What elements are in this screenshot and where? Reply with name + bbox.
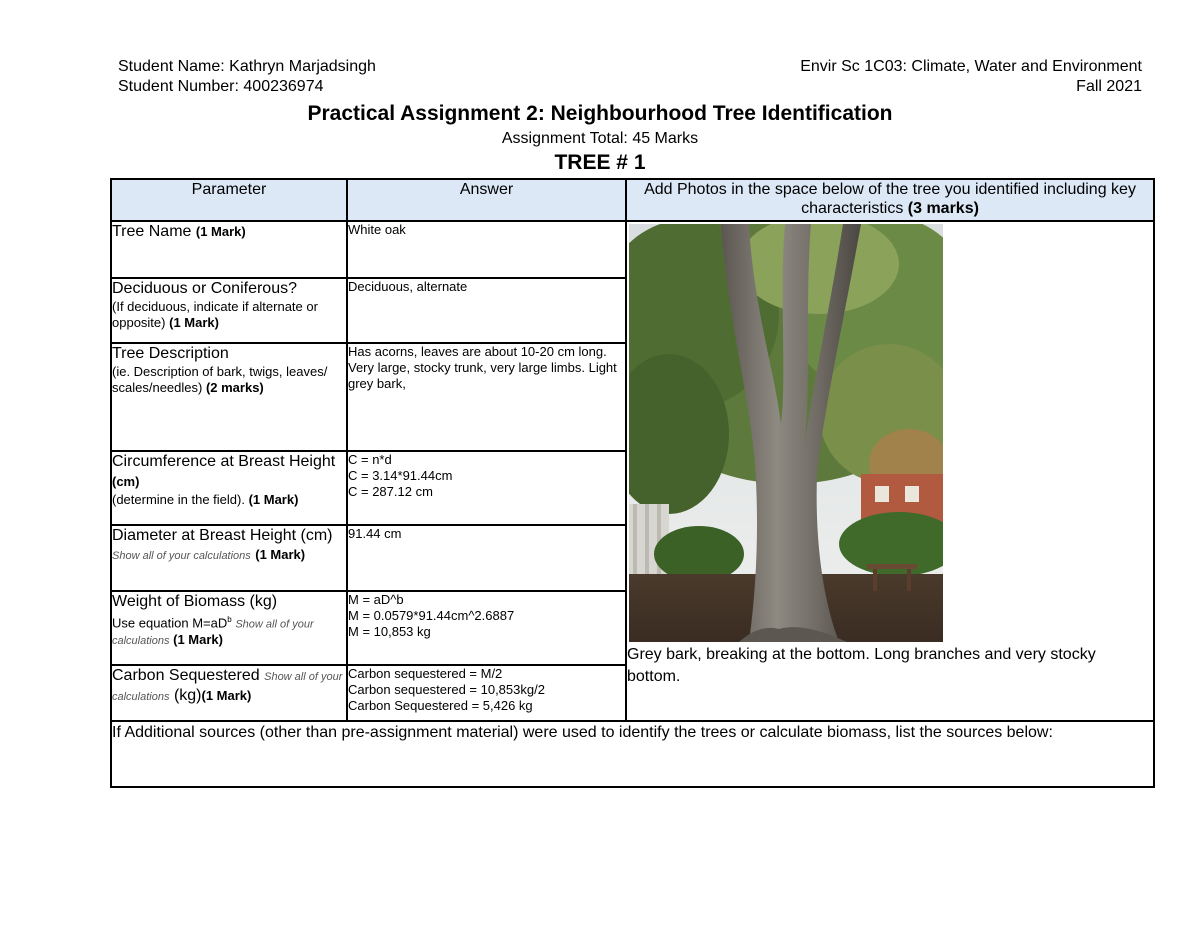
- param-tree-name: [111, 221, 347, 278]
- answer-diameter: [347, 525, 626, 591]
- answer-line: C = 287.12 cm: [348, 484, 433, 499]
- assignment-title: Practical Assignment 2: Neighbourhood Tree Identification: [307, 102, 893, 125]
- answer-line: Deciduous, alternate: [348, 279, 468, 294]
- tree-heading: TREE # 1: [554, 151, 646, 174]
- param-hint: Show all of your calculations: [112, 550, 251, 562]
- answer-biomass: [347, 591, 626, 665]
- answer-line: Carbon sequestered = M/2: [348, 666, 503, 681]
- course-name: Envir Sc 1C03: Climate, Water and Environment: [800, 58, 1142, 75]
- param-label: Diameter at Breast Height (cm): [112, 527, 333, 544]
- param-sub: [112, 299, 346, 331]
- param-label: Weight of Biomass (kg): [112, 593, 278, 610]
- param-sub-text: (If deciduous, indicate if alternate or opposite): [112, 299, 318, 330]
- param-sub-text: (determine in the field).: [112, 492, 245, 507]
- answer-line: White oak: [348, 222, 406, 237]
- sources-row: [111, 721, 1154, 787]
- param-hint: Show all of your calculations: [112, 618, 314, 648]
- param-label: Tree Name: [112, 223, 192, 240]
- answer-line: 91.44 cm: [348, 526, 402, 541]
- tree-table: [110, 178, 1155, 788]
- param-marks: (1 Mark): [169, 315, 219, 330]
- answer-deciduous: [347, 278, 626, 343]
- answer-line: M = 0.0579*91.44cm^2.6887: [348, 608, 515, 623]
- assignment-total: Assignment Total: 45 Marks: [501, 130, 699, 147]
- answer-line: Has acorns, leaves are about 10-20 cm long. Very large, stocky trunk, very large limbs. Light grey bark,: [348, 344, 617, 391]
- answer-tree-name: [347, 221, 626, 278]
- param-sub: [112, 612, 346, 649]
- param-sub: [112, 492, 346, 508]
- param-marks: (2 marks): [205, 380, 264, 395]
- photo-caption: Grey bark, breaking at the bottom. Long branches and very stocky bottom.: [627, 646, 1096, 685]
- param-carbon: [111, 665, 347, 721]
- param-label: Tree Description: [112, 345, 229, 362]
- student-info: [118, 57, 376, 97]
- answer-line: C = n*d: [348, 452, 392, 467]
- answer-circumference: [347, 451, 626, 525]
- param-marks: (1 Mark): [201, 688, 252, 703]
- param-sup: b: [227, 615, 232, 624]
- param-label-wrap: [112, 452, 346, 492]
- param-marks: (1 Mark): [255, 547, 306, 562]
- param-label: Carbon Sequestered: [112, 667, 260, 684]
- param-sub: [112, 364, 346, 396]
- param-label: Deciduous or Coniferous?: [112, 280, 297, 297]
- header-answer: Answer: [347, 179, 626, 221]
- header-parameter: Parameter: [111, 179, 347, 221]
- student-name: Student Name: Kathryn Marjadsingh: [118, 58, 376, 75]
- answer-description: [347, 343, 626, 451]
- student-number: Student Number: 400236974: [118, 78, 324, 95]
- table-row: [111, 221, 1154, 278]
- header-photos-marks: (3 marks): [907, 200, 979, 217]
- tree-photo: [629, 224, 943, 642]
- photo-cell: [626, 221, 1154, 721]
- param-unit: (kg): [173, 687, 202, 704]
- header-photos-text: Add Photos in the space below of the tree you identified including key characteristics: [644, 181, 1136, 217]
- param-marks: (1 Mark): [173, 632, 223, 648]
- param-marks: (1 Mark): [195, 224, 246, 239]
- sources-text: If Additional sources (other than pre-assignment material) were used to identify the trees or calculate biomass, list the sources below:: [112, 724, 1053, 741]
- course-info: [800, 57, 1142, 97]
- param-diameter: [111, 525, 347, 591]
- param-marks: (1 Mark): [248, 492, 299, 507]
- param-description: [111, 343, 347, 451]
- answer-line: M = aD^b: [348, 592, 404, 607]
- param-deciduous: [111, 278, 347, 343]
- answer-line: Carbon sequestered = 10,853kg/2: [348, 682, 545, 697]
- table-header-row: [111, 179, 1154, 221]
- param-sub-text: Use equation M=aD: [112, 615, 228, 631]
- param-label: Circumference at Breast Height: [112, 453, 336, 470]
- param-unit: (cm): [112, 474, 140, 489]
- header-photos: [626, 179, 1154, 221]
- sources-cell: [111, 721, 1154, 787]
- param-hint: Show all of your calculations: [112, 671, 343, 703]
- term: Fall 2021: [1076, 78, 1142, 95]
- answer-line: Carbon Sequestered = 5,426 kg: [348, 698, 533, 713]
- answer-carbon: [347, 665, 626, 721]
- param-circumference: [111, 451, 347, 525]
- param-biomass: [111, 591, 347, 665]
- answer-line: C = 3.14*91.44cm: [348, 468, 453, 483]
- param-sub-text: (ie. Description of bark, twigs, leaves/ scales/needles): [112, 364, 328, 395]
- answer-line: M = 10,853 kg: [348, 624, 431, 639]
